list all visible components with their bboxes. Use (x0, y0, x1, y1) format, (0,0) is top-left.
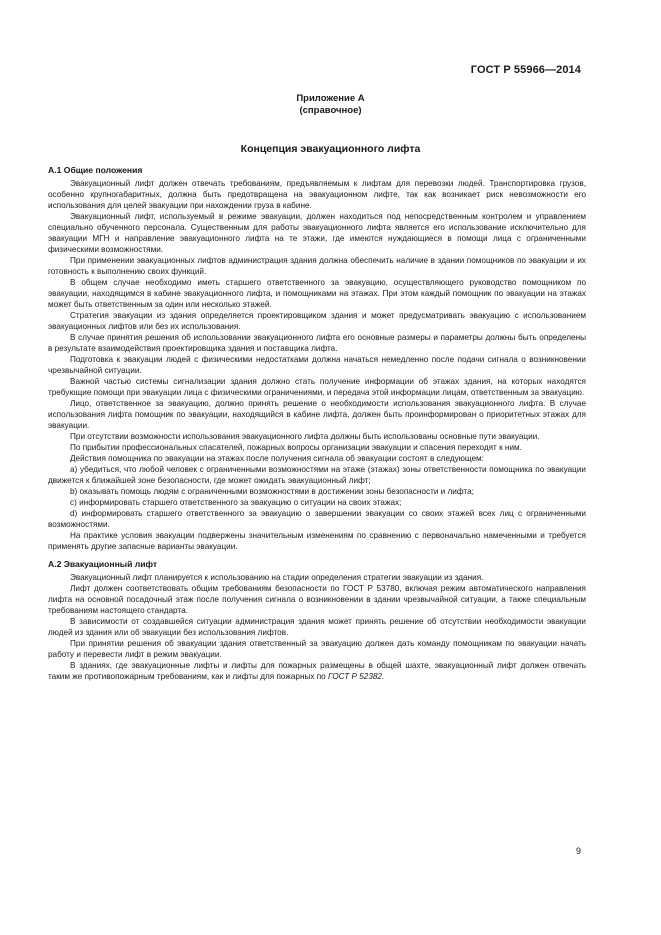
paragraph: При применении эвакуационных лифтов администрация здания должна обеспечить наличие в здании помощников по эвакуации и их готовность к выполнению своих функций. (48, 256, 586, 276)
paragraph: Подготовка к эвакуации людей с физическими недостатками должна начаться немедленно после подачи сигнала о возникновении чрезвычайной ситуации. (48, 355, 586, 375)
paragraph: При принятии решения об эвакуации здания ответственный за эвакуацию должен дать команду помощникам по эвакуации начать работу и перевести лифт в режим эвакуации. (48, 639, 586, 659)
paragraph-text: В зданиях, где эвакуационные лифты и лифты для пожарных размещены в общей шахте, эвакуационный лифт должен отвечать таким же противопожарным требованиям, как и лифты для пожарных по (48, 661, 586, 681)
list-item: с) информировать старшего ответственного за эвакуацию о ситуации на своих этажах; (70, 498, 402, 507)
paragraph: Эвакуационный лифт должен отвечать требованиям, предъявляемым к лифтам для перевозки людей. Транспортировка грузов, особенно крупногабаритных, должна быть предотвращена на эвакуационном лифте, так как возникает риск невозможности его использования для целей эвакуации при нахождении груза в кабине. (48, 179, 586, 210)
paragraph: По прибытии профессиональных спасателей, пожарных вопросы организации эвакуации и спасения переходят к ним. (70, 443, 522, 452)
appendix-note: (справочное) (299, 105, 362, 116)
paragraph: Стратегия эвакуации из здания определяется проектировщиком здания и может предусматривать эвакуацию с использованием эвакуационных лифтов или без их использования. (48, 311, 586, 331)
paragraph: При отсутствии возможности использования эвакуационного лифта должны быть использованы основные пути эвакуации. (70, 432, 540, 441)
paragraph: В общем случае необходимо иметь старшего ответственного за эвакуацию, осуществляющего руководство помощником по эвакуации, находящимся в кабине эвакуационного лифта, и помощниками на этажах. При этом каждый помощник по эвакуации на этажах может быть ответственным за один или несколько этажей. (48, 278, 586, 309)
list-item: b) оказывать помощь людям с ограниченными возможностями в достижении зоны безопасности и лифта; (70, 487, 474, 496)
document-body (48, 165, 586, 682)
standard-reference: ГОСТ Р 52382. (328, 672, 385, 681)
paragraph: Действия помощника по эвакуации на этажах после получения сигнала об эвакуации состоят в следующем: (70, 454, 484, 463)
appendix-title: Приложение А (296, 93, 365, 104)
section-heading: А.1 Общие положения (48, 165, 143, 175)
paragraph: В зависимости от создавшейся ситуации администрация здания может принять решение об отсутствии необходимости эвакуации людей из здания или об эвакуации без использования лифтов. (48, 617, 586, 637)
standard-number: ГОСТ Р 55966—2014 (470, 64, 581, 76)
document-title: Концепция эвакуационного лифта (240, 143, 421, 155)
section-heading: А.2 Эвакуационный лифт (48, 559, 158, 569)
appendix-heading (0, 93, 661, 117)
paragraph: Эвакуационный лифт планируется к использованию на стадии определения стратегии эвакуации из здания. (70, 573, 484, 582)
paragraph: Эвакуационный лифт, используемый в режиме эвакуации, должен находиться под непосредственным контролем и управлением специально обученного персонала. Существенным для работы эвакуационного лифта является его использование исключительно для эвакуации МГН и направление эвакуационного лифта на те этажи, где имеются нуждающиеся в помощи лица с ограниченными физическими возможностями. (48, 212, 586, 254)
paragraph: В случае принятия решения об использовании эвакуационного лифта его основные размеры и параметры должны быть определены в результате взаимодействия проектировщика здания и поставщика лифта. (48, 333, 586, 353)
paragraph: Лифт должен соответствовать общим требованиям безопасности по ГОСТ Р 53780, включая режим автоматического направления лифта на основной посадочный этаж после получения сигнала о возникновении в здании чрезвычайной ситуации, а также специальным требованиям настоящего стандарта. (48, 584, 586, 615)
paragraph: Важной частью системы сигнализации здания должно стать получение информации об этажах здания, на которых находятся требующие помощи при эвакуации лица с физическими ограничениями, и передача этой информации лицам, ответственным за эвакуацию. (48, 377, 586, 397)
page-number: 9 (575, 846, 581, 856)
paragraph: Лицо, ответственное за эвакуацию, должно принять решение о необходимости использования эвакуационного лифта. В случае использования лифта помощник по эвакуации, находящийся в кабине лифта, должен быть проинформирован о приоритетных этажах для эвакуации. (48, 399, 586, 430)
paragraph (48, 660, 586, 682)
list-item: d) информировать старшего ответственного за эвакуацию о завершении эвакуации со своих этажей всех лиц с ограниченными возможностями. (48, 509, 586, 529)
paragraph: На практике условия эвакуации подвержены значительным изменениям по сравнению с первоначально намеченными и требуется применять другие запасные варианты эвакуации. (48, 531, 586, 551)
list-item: а) убедиться, что любой человек с ограниченными возможностями на этаже (этажах) зоны ответственности помощника по эвакуации движется к ближайшей зоне безопасности, где может ожидать эвакуационный лифт; (48, 465, 586, 485)
